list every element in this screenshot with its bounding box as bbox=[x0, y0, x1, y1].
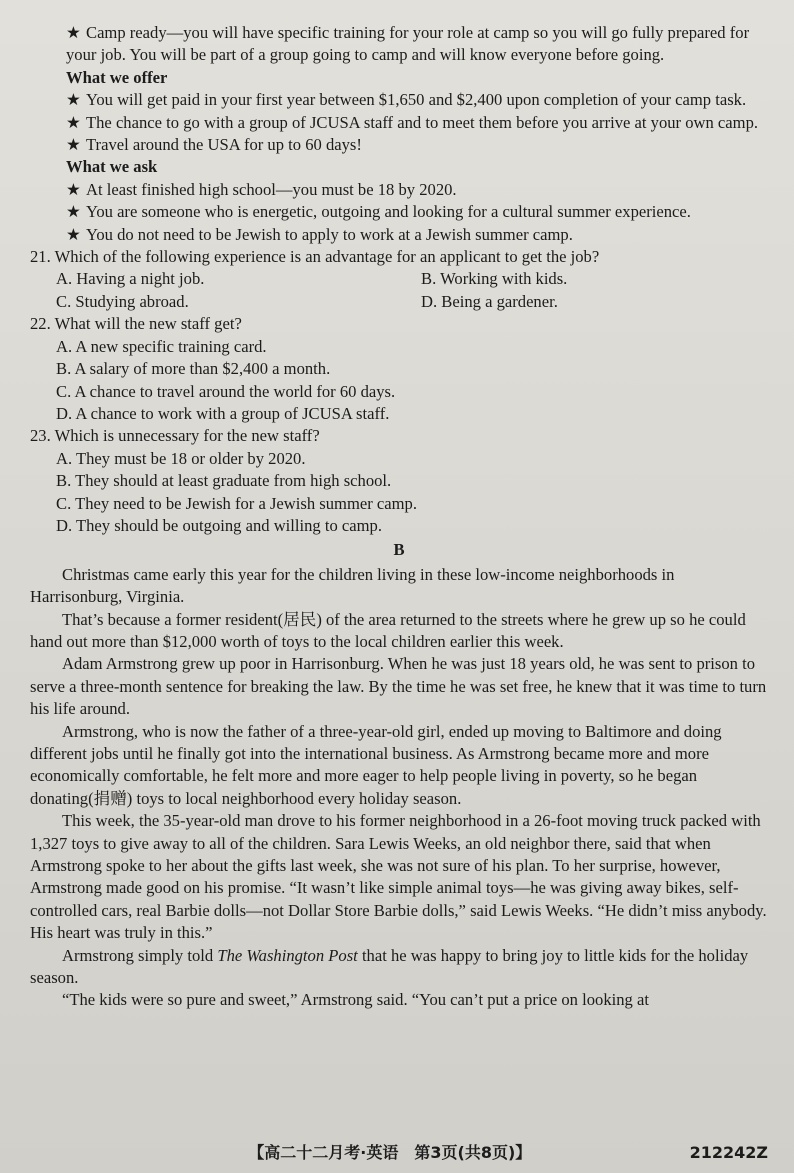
question-23-stem: 23. Which is unnecessary for the new staff? bbox=[30, 426, 320, 446]
bullet-camp-ready: ★ Camp ready—you will have specific training for your role at camp so you will go fully prepared for your job. You will be part of a group going to camp and will know everyone before going. bbox=[66, 23, 750, 65]
option-22-b: B. A salary of more than $2,400 a month. bbox=[56, 359, 331, 379]
passage-paragraph: Armstrong simply told The Washington Post that he was happy to bring joy to little kids for the holiday season. bbox=[30, 945, 749, 988]
passage-paragraph: This week, the 35-year-old man drove to his former neighborhood in a 26-foot moving truck packed with 1,327 toys to give away to all of the children. Sara Lewis Weeks, an old neighbor there, said that when Armstrong spoke to her about the gifts last week, she was not sure of his plan. To her surprise, however, Armstrong made good on his promise. “It wasn’t like simple animal toys—he was giving away bikes, self-controlled cars, real Barbie dolls—not Dollar Store Barbie dolls,” said Lewis Weeks. “He didn’t miss anybody. His heart was truly in this.” bbox=[30, 811, 767, 943]
option-21-d: D. Being a gardener. bbox=[421, 291, 558, 311]
question-21-stem: 21. Which of the following experience is an advantage for an applicant to get the job? bbox=[30, 247, 600, 267]
passage-paragraph: That’s because a former resident(居民) of the area returned to the streets where he grew up so he could hand out more than $12,000 worth of toys to the local children earlier this week. bbox=[30, 609, 746, 651]
newspaper-title: The Washington Post bbox=[217, 945, 358, 965]
star-icon: ★ bbox=[66, 23, 81, 42]
footer-page-info: 【高二十二月考·英语 第3页(共8页)】 bbox=[248, 1143, 532, 1162]
option-21-b: B. Working with kids. bbox=[421, 269, 568, 289]
option-23-a: A. They must be 18 or older by 2020. bbox=[56, 448, 306, 468]
passage-paragraph: Armstrong, who is now the father of a three-year-old girl, ended up moving to Baltimore and doing different jobs until he finally got into the international business. As Armstrong became more and more economically comfortable, he felt more and more eager to help people living in poverty, so he began donating(捐赠) toys to local neighborhood every holiday season. bbox=[30, 721, 722, 808]
question-22-options bbox=[30, 336, 768, 426]
passage-paragraph: “The kids were so pure and sweet,” Armstrong said. “You can’t put a price on looking at bbox=[62, 990, 649, 1010]
option-21-a: A. Having a night job. bbox=[56, 269, 205, 289]
star-icon: ★ bbox=[66, 224, 81, 244]
option-22-a: A. A new specific training card. bbox=[56, 336, 267, 356]
star-icon: ★ bbox=[66, 135, 81, 155]
option-23-b: B. They should at least graduate from high school. bbox=[56, 471, 392, 491]
passage-paragraph: Adam Armstrong grew up poor in Harrisonburg. When he was just 18 years old, he was sent to prison to serve a three-month sentence for breaking the law. By the time he was set free, he knew that it was time to turn his life around. bbox=[30, 654, 767, 719]
ask-bullet: ★ At least finished high school—you must be 18 by 2020. bbox=[30, 179, 768, 201]
question-22-stem: 22. What will the new staff get? bbox=[30, 314, 242, 334]
passage-paragraph: Christmas came early this year for the children living in these low-income neighborhoods in Harrisonburg, Virginia. bbox=[30, 564, 675, 607]
option-23-d: D. They should be outgoing and willing to camp. bbox=[56, 515, 383, 535]
star-icon: ★ bbox=[66, 112, 81, 132]
star-icon: ★ bbox=[66, 179, 81, 199]
ask-bullet: ★ You do not need to be Jewish to apply to work at a Jewish summer camp. bbox=[30, 224, 768, 246]
star-icon: ★ bbox=[66, 202, 81, 222]
ask-heading: What we ask bbox=[66, 157, 158, 177]
option-22-d: D. A chance to work with a group of JCUSA staff. bbox=[56, 403, 390, 423]
offer-bullet: ★ Travel around the USA for up to 60 days! bbox=[30, 134, 768, 156]
option-23-c: C. They need to be Jewish for a Jewish summer camp. bbox=[56, 493, 417, 513]
section-b-heading: B bbox=[393, 540, 405, 560]
offer-bullet: ★ The chance to go with a group of JCUSA staff and to meet them before you arrive at your own camp. bbox=[30, 112, 768, 134]
option-22-c: C. A chance to travel around the world for 60 days. bbox=[56, 381, 396, 401]
offer-bullet: ★ You will get paid in your first year between $1,650 and $2,400 upon completion of your camp task. bbox=[30, 89, 768, 111]
question-21-options bbox=[30, 268, 768, 313]
page-footer bbox=[30, 1142, 768, 1164]
option-21-c: C. Studying abroad. bbox=[56, 291, 189, 311]
footer-code: 212242Z bbox=[689, 1143, 768, 1162]
star-icon: ★ bbox=[66, 90, 81, 110]
ask-bullet: ★ You are someone who is energetic, outgoing and looking for a cultural summer experience. bbox=[30, 201, 768, 223]
offer-heading: What we offer bbox=[66, 67, 168, 87]
question-23-options bbox=[30, 448, 768, 538]
